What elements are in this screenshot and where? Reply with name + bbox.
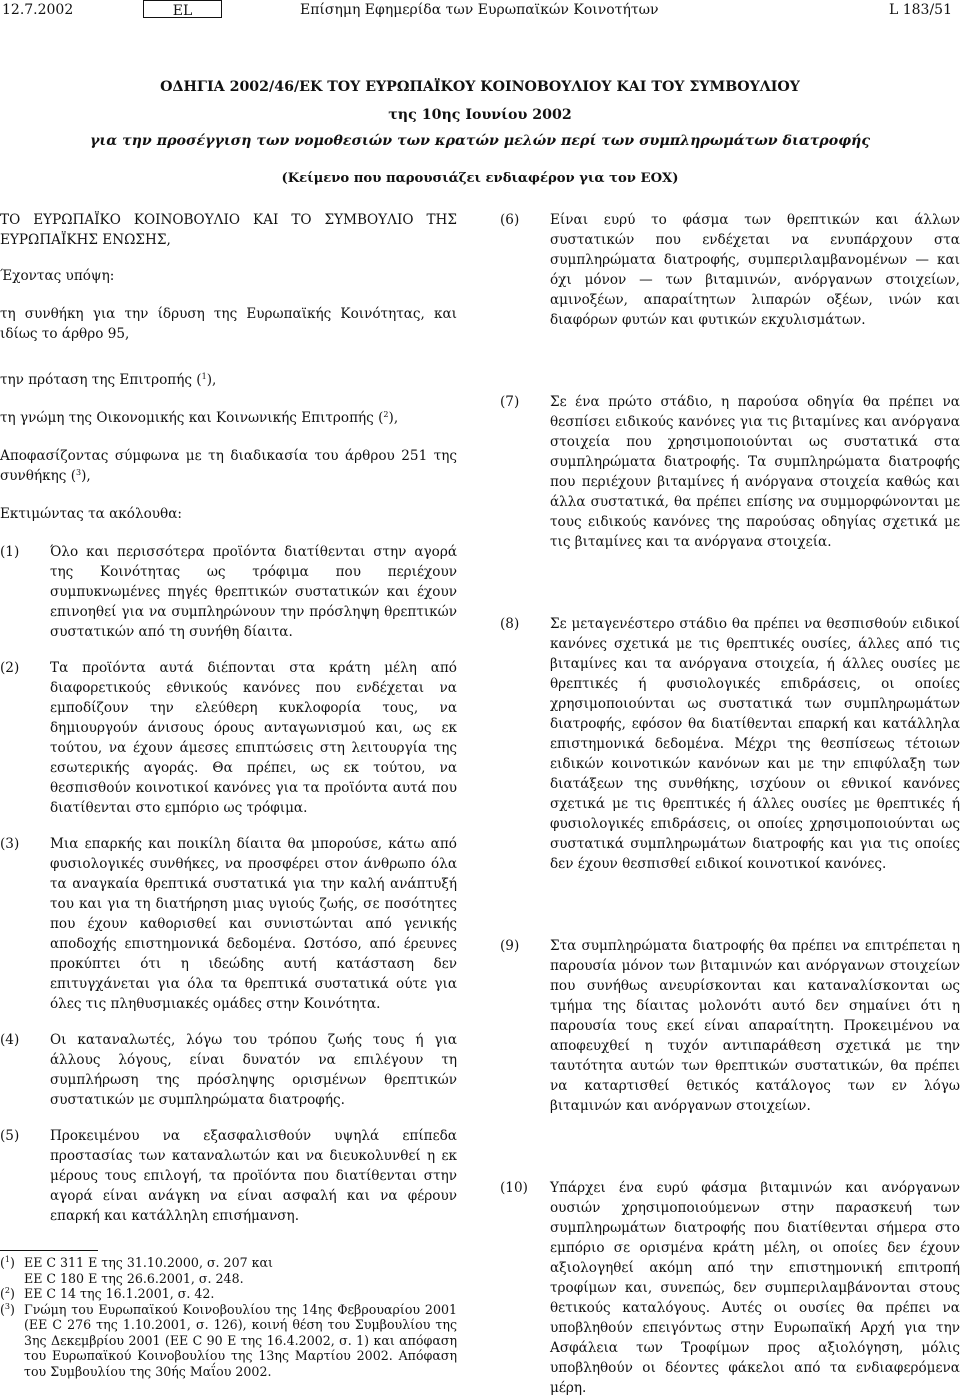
recital-text: Υπάρχει ένα ευρύ φάσμα βιταμινών και ανόργανων ουσιών χρησιμοποιούμενων στην παρασκευή των συμπληρωμάτων διατροφής που διατίθενται σήμερα στο εμπόριο σε ορισμένα κράτη μέλη, οι οποίες δεν έχουν αξιολογηθεί ακόμη από την επιστημονική επιτροπή τροφίμων και, συνεπώς, δεν συμπεριλαμβάνονται στους θετικούς καταλόγους. Αυτές οι ουσίες θα πρέπει να υποβληθούν επειγόντως στην Ευρωπαϊκή Αρχή για την Ασφάλεια των Τροφίμων προς αξιολόγηση, μόλις υποβληθούν οι δέοντες φάκελοι από τα ενδιαφερόμενα μέρη. <box>550 1180 960 1396</box>
footnote-3: ($^3$) Γνώμη του Ευρωπαϊκού Κοινοβουλίου της 14ης Φεβρουαρίου 2001 (ΕΕ C 276 της 1.10.2001, σ. 126), κοινή θέση του Συμβουλίου της 3ης Δεκεμβρίου 2001 (ΕΕ C 90 Ε της 16.4.2002, σ. 1) και απόφαση του Ευρωπαϊκού Κοινοβουλίου της 13ης Μαρτίου 2002. Απόφαση του Συμβουλίου της 30ής Μαΐου 2002. <box>0 1301 457 1379</box>
footnote-text: Γνώμη του Ευρωπαϊκού Κοινοβουλίου της 14ης Φεβρουαρίου 2001 (ΕΕ C 276 της 1.10.2001, σ. 126), κοινή θέση του Συμβουλίου της 3ης Δεκεμβρίου 2001 (ΕΕ C 90 Ε της 16.4.2002, σ. 1) και απόφαση του Ευρωπαϊκού Κοινοβουλίου της 13ης Μαρτίου 2002. Απόφαση του Συμβουλίου της 30ής Μαΐου 2002. <box>24 1301 457 1379</box>
recital-9 <box>500 936 960 1116</box>
footnote-ref[interactable]: 2 <box>383 410 389 419</box>
recital-number: (2) <box>0 660 20 676</box>
recital-6 <box>500 210 960 330</box>
recital-4 <box>0 1030 457 1110</box>
recital-text: Είναι ευρύ το φάσμα των θρεπτικών και άλλων συστατικών που ενδέχεται να ενυπάρχουν στα συμπληρώματα διατροφής, συμπεριλαμβανομένων — και όχι μόνον — των βιταμινών, ανόργανων στοιχείων, αμινοξέων, απαραίτητων λιπαρών οξέων, ινών και διαφόρων φυτών και φυτικών εκχυλισμάτων. <box>550 212 960 328</box>
recital-text: Σε μεταγενέστερο στάδιο θα πρέπει να θεσπισθούν ειδικοί κανόνες σχετικά με τις θρεπτικές ουσίες, άλλες από τις βιταμίνες και τα ανόργανα στοιχεία, ή άλλες ουσίες με θρεπτικές ή φυσιολογικές επιδράσεις, οι οποίες χρησιμοποιούνται ως συστατικά των συμπληρωμάτων διατροφής, εφόσον θα διατίθενται επαρκή και κατάλληλα επιστημονικά δεδομένα. Μέχρι της θεσπίσεως τέτοιων ειδικών κοινοτικών κανόνων και με την επιφύλαξη των διατάξεων της συνθήκης, ισχύουν οι εθνικοί κανόνες σχετικά με τις θρεπτικές ή άλλες ουσίες με θρεπτικές ή φυσιολογικές επιδράσεις, οι οποίες χρησιμοποιούνται ως συστατικά συμπληρωμάτων διατροφής και για τις οποίες δεν έχουν θεσπισθεί ειδικοί κοινοτικοί κανόνες. <box>550 616 960 872</box>
recital-text: Προκειμένου να εξασφαλισθούν υψηλά επίπεδα προστασίας των καταναλωτών και να διευκολυνθεί η εκ μέρους τους επιλογή, τα προϊόντα που διατίθενται στην αγορά είναι ανάγκη να είναι ασφαλή και να φέρουν επαρκή και κατάλληλη επισήμανση. <box>50 1128 457 1224</box>
footnote-mark: 2 <box>4 1286 11 1295</box>
footnote-mark: 1 <box>4 1255 11 1264</box>
recital-text: Όλο και περισσότερα προϊόντα διατίθενται στην αγορά της Κοινότητας ως τρόφιμα που περιέχουν συμπυκνωμένες πηγές θρεπτικών συστατικών και έχουν επινοηθεί για να συμπληρώνουν την πρόσληψη θρεπτικών συστατικών από τη συνήθη δίαιτα. <box>50 544 457 640</box>
publication-date: 12.7.2002 <box>2 2 74 18</box>
recital-5 <box>0 1126 457 1226</box>
journal-title: Επίσημη Εφημερίδα των Ευρωπαϊκών Κοινοτήτων <box>300 2 659 18</box>
page-header <box>0 0 960 22</box>
footnote-ref[interactable]: 1 <box>201 372 207 381</box>
right-column <box>500 210 960 1398</box>
having-regard: Έχοντας υπόψη: <box>0 268 115 284</box>
footnote-text: ΕΕ C 14 της 16.1.2001, σ. 42. <box>24 1286 215 1301</box>
directive-date: της 10ης Ιουνίου 2002 <box>388 107 572 123</box>
recital-2 <box>0 658 457 818</box>
footnotes <box>0 1250 457 1379</box>
document-title-block <box>0 75 960 191</box>
citation-procedure: Αποφασίζοντας σύμφωνα με τη διαδικασία του άρθρου 251 της συνθήκης ($^3$), <box>0 448 457 484</box>
recital-1 <box>0 542 457 642</box>
recital-number: (5) <box>0 1128 20 1144</box>
citation-proposal: την πρόταση της Επιτροπής ($^1$), <box>0 372 217 388</box>
recital-3 <box>0 834 457 1014</box>
recital-8 <box>500 614 960 874</box>
footnote-mark: 3 <box>4 1301 11 1311</box>
citation-treaty: τη συνθήκη για την ίδρυση της Ευρωπαϊκής Κοινότητας, και ιδίως το άρθρο 95, <box>0 306 457 342</box>
recital-text: Σε ένα πρώτο στάδιο, η παρούσα οδηγία θα πρέπει να θεσπίσει ειδικούς κανόνες για τις βιταμίνες και ανόργανα στοιχεία που χρησιμοποιούνται ως συστατικά στα συμπληρώματα διατροφής. Τα συμπληρώματα διατροφής που περιέχουν βιταμίνες ή ανόργανα στοιχεία καθώς και άλλα συστατικά, θα πρέπει επίσης να συμμορφώνονται με τους ειδικούς κανόνες της παρούσας οδηγίας σχετικά με τις βιταμίνες και τα ανόργανα στοιχεία. <box>550 394 960 550</box>
page-reference: L 183/51 <box>889 2 952 18</box>
directive-title: ΟΔΗΓΙΑ 2002/46/ΕΚ ΤΟΥ ΕΥΡΩΠΑΪΚΟΥ ΚΟΙΝΟΒΟΥΛΙΟΥ ΚΑΙ ΤΟΥ ΣΥΜΒΟΥΛΙΟΥ <box>160 79 800 95</box>
language-code: EL <box>143 0 222 18</box>
whereas-heading: Εκτιμώντας τα ακόλουθα: <box>0 506 182 522</box>
recital-number: (1) <box>0 544 20 560</box>
eea-relevance: (Κείμενο που παρουσιάζει ενδιαφέρον για τον ΕΟΧ) <box>281 171 679 186</box>
recital-number: (4) <box>0 1032 20 1048</box>
recital-text: Οι καταναλωτές, λόγω του τρόπου ζωής τους ή για άλλους λόγους, είναι δυνατόν να επιλέγουν τη συμπλήρωση της πρόσληψης ορισμένων θρεπτικών συστατικών με συμπληρώματα διατροφής. <box>50 1032 457 1108</box>
recital-number: (3) <box>0 836 20 852</box>
recital-text: Στα συμπληρώματα διατροφής θα πρέπει να επιτρέπεται η παρουσία μόνον των βιταμινών και ανόργανων στοιχείων που συνήθως ανευρίσκονται και καταναλίσκονται ως τμήμα της δίαιτας μολονότι αυτό δεν σημαίνει ότι η παρουσία τους εκεί είναι απαραίτητη. Προκειμένου να αποφευχθεί η τυχόν αντιπαράθεση σχετικά με την ταυτότητα αυτών των θρεπτικών συστατικών, θα πρέπει να καταρτισθεί θετικός κατάλογος των εν λόγω βιταμινών και ανόργανων στοιχείων. <box>550 938 960 1114</box>
footnote-2: ($^2$) ΕΕ C 14 της 16.1.2001, σ. 42. <box>0 1286 457 1302</box>
recital-text: Μια επαρκής και ποικίλη δίαιτα θα μπορούσε, κάτω από φυσιολογικές συνθήκες, να προσφέρει στον άνθρωπο όλα τα αναγκαία θρεπτικά συστατικά για την καλή ανάπτυξή του και για τη διατήρηση μιας υγιούς ζωής, σε ποσότητες που έχουν καθορισθεί και συνιστώνται από γενικής αποδοχής επιστημονικά δεδομένα. Ωστόσο, από έρευνες προκύπτει ότι η ιδεώδης αυτή κατάσταση δεν επιτυγχάνεται για όλα τα θρεπτικά συστατικά ούτε για όλες τις πληθυσμιακές ομάδες στην Κοινότητα. <box>50 836 457 1012</box>
recital-number: (8) <box>500 616 520 632</box>
recital-7 <box>500 392 960 552</box>
recital-10 <box>500 1178 960 1398</box>
footnote-text: ΕΕ C 311 Ε της 31.10.2000, σ. 207 και ΕΕ C 180 Ε της 26.6.2001, σ. 248. <box>24 1255 273 1286</box>
recital-number: (10) <box>500 1180 528 1196</box>
footnote-divider <box>0 1250 98 1251</box>
footnote-1: ($^1$) ΕΕ C 311 Ε της 31.10.2000, σ. 207 και ΕΕ C 180 Ε της 26.6.2001, σ. 248. <box>0 1255 457 1286</box>
preamble-authors: ΤΟ ΕΥΡΩΠΑΪΚΟ ΚΟΙΝΟΒΟΥΛΙΟ ΚΑΙ ΤΟ ΣΥΜΒΟΥΛΙΟ ΤΗΣ ΕΥΡΩΠΑΪΚΗΣ ΕΝΩΣΗΣ, <box>0 212 457 248</box>
left-column <box>0 210 457 1226</box>
recital-text: Τα προϊόντα αυτά διέπονται στα κράτη μέλη από διαφορετικούς εθνικούς κανόνες που ενδέχεται να εμποδίζουν την ελεύθερη κυκλοφορία τους, να δημιουργούν άνισους όρους ανταγωνισμού και, ως εκ τούτου, να έχουν άμεσες επιπτώσεις στη λειτουργία της εσωτερικής αγοράς. Θα πρέπει, ως εκ τούτου, να θεσπισθούν κοινοτικοί κανόνες για τα προϊόντα αυτά που διατίθενται στο εμπόριο ως τρόφιμα. <box>50 660 457 816</box>
citation-opinion: τη γνώμη της Οικονομικής και Κοινωνικής Επιτροπής ($^2$), <box>0 410 399 426</box>
recital-number: (6) <box>500 212 520 228</box>
directive-subject: για την προσέγγιση των νομοθεσιών των κρατών μελών περί των συμπληρωμάτων διατροφής <box>89 133 870 149</box>
footnote-ref[interactable]: 3 <box>76 468 82 477</box>
recital-number: (7) <box>500 394 520 410</box>
recital-number: (9) <box>500 938 520 954</box>
